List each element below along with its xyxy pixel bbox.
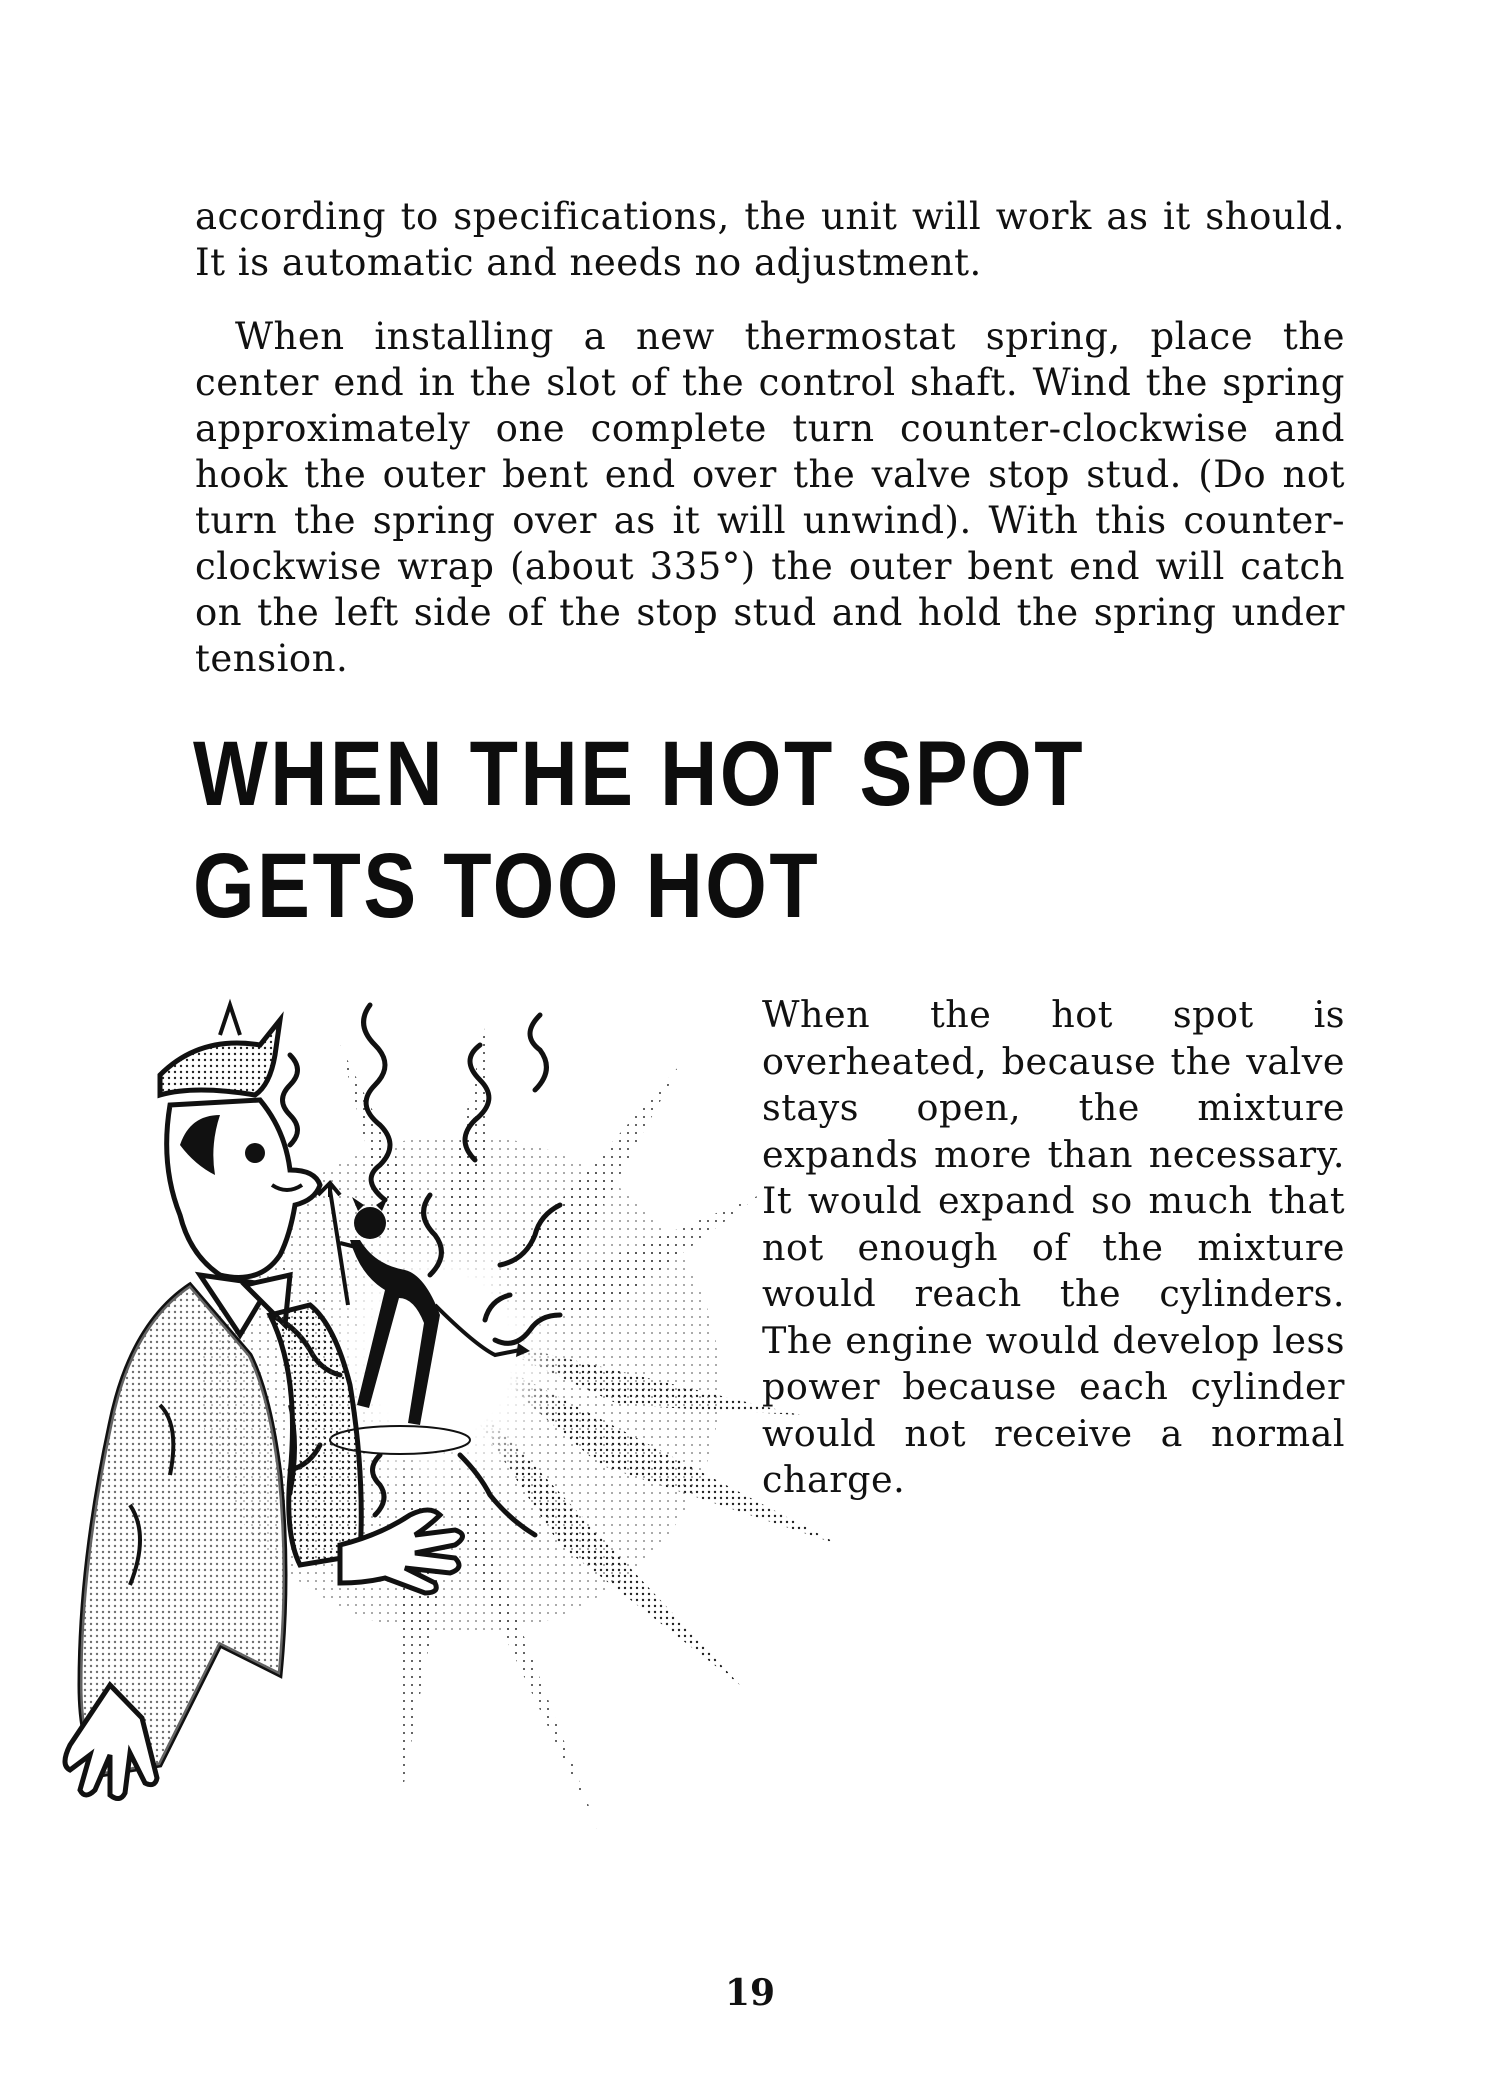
section-heading-line-2: GETS TOO HOT (193, 835, 821, 937)
section-heading-line-1: WHEN THE HOT SPOT (193, 723, 1086, 825)
body-paragraph-2: When installing a new thermostat spring, place the center end in the slot of the control shaft. Wind the spring approximately one complete turn counter-clockwise and hook the outer bent end over the valve stop stud. (Do not turn the spring over as it will unwind). With this counter-clockwise wrap (about 335°) the outer bent end will catch on the left side of the stop stud and hold the spring under tension. (195, 315, 1345, 680)
body-paragraph-1: according to specifications, the unit will work as it should. It is automatic and needs no adjustment. (195, 195, 1345, 284)
section-body-text: When the hot spot is overheated, because the valve stays open, the mixture expands more than necessary. It would expand so much that not enough of the mixture would reach the cylinders. The engine would develop less power because each cylinder would not receive a normal charge. (762, 993, 1345, 1501)
section-heading (193, 718, 1139, 942)
page-number: 19 (724, 1972, 776, 2014)
